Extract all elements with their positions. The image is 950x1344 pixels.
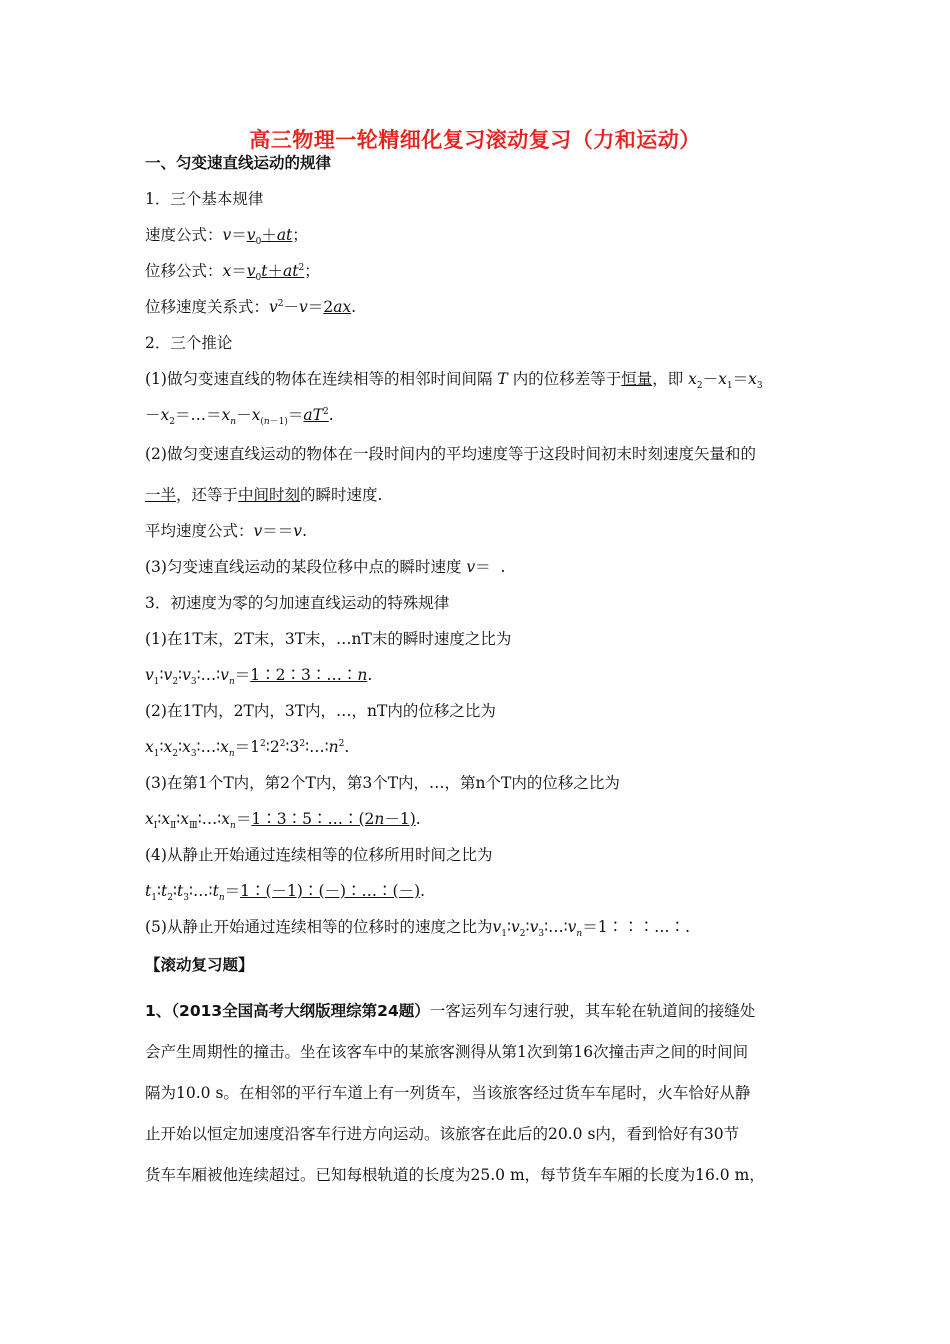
- displacement-formula-label: 位移公式：: [145, 262, 223, 280]
- velocity-formula: 速度公式：$v=v_0+at$；: [145, 226, 308, 248]
- velocity-formula-label: 速度公式：: [145, 226, 223, 244]
- review-heading: 【滚动复习题】: [145, 956, 254, 974]
- subheading-three-rules: 1．三个基本规律: [145, 190, 264, 208]
- vd-relation-label: 位移速度关系式：: [145, 298, 270, 316]
- inference-1-line2: $-x_2=\dots=x_n-x_{(n-1)}=aT^2$.: [145, 406, 334, 428]
- question-1-line3: 隔为10.0 s。在相邻的平行车道上有一列货车，当该旅客经过货车车尾时，火车恰好从静: [145, 1084, 751, 1102]
- rule-1-formula: $v_1∶v_2∶v_3∶\dots∶v_n=1∶2∶3∶\dots∶n$.: [145, 666, 373, 688]
- rule-1-text: (1)在1T末，2T末，3T末，…nT末的瞬时速度之比为: [145, 630, 512, 648]
- rule-3-formula: $x_Ⅰ∶x_Ⅱ∶x_Ⅲ∶\dots∶x_n=1∶3∶5∶\dots∶(2n-1)$.: [145, 810, 421, 832]
- inference-1-line1: (1)做匀变速直线的物体在连续相等的相邻时间间隔 T 内的位移差等于恒量，即 $x_2-x_1=x_3$: [145, 370, 763, 392]
- section-heading: 一、匀变速直线运动的规律: [145, 154, 332, 172]
- question-1-line5: 货车车厢被他连续超过。已知每根轨道的长度为25.0 m，每节货车车厢的长度为16.0 m，: [145, 1166, 765, 1184]
- question-1-label: 1、（2013全国高考大纲版理综第24题）: [145, 1002, 430, 1020]
- rule-3-text: (3)在第1个T内，第2个T内，第3个T内，…，第n个T内的位移之比为: [145, 774, 620, 792]
- inference-2-line2: 一半，还等于中间时刻的瞬时速度.: [145, 486, 383, 504]
- subheading-special-rules: 3．初速度为零的匀加速直线运动的特殊规律: [145, 594, 450, 612]
- question-1-line2: 会产生周期性的撞击。坐在该客车中的某旅客测得从第1次到第16次撞击声之间的时间间: [145, 1043, 749, 1061]
- displacement-formula: 位移公式：$x=v_0t+at^2$；: [145, 262, 320, 284]
- average-velocity-formula: 平均速度公式：v＝＝v.: [145, 522, 307, 540]
- question-1-line1: 1、（2013全国高考大纲版理综第24题）一客运列车匀速行驶，其车轮在轨道间的接缝处: [145, 1002, 756, 1020]
- inference-3: (3)匀变速直线运动的某段位移中点的瞬时速度 v＝ .: [145, 558, 506, 576]
- question-1-line4: 止开始以恒定加速度沿客车行进方向运动。该旅客在此后的20.0 s内，看到恰好有30节: [145, 1125, 740, 1143]
- rule-2-formula: $x_1∶x_2∶x_3∶\dots∶x_n=1^2∶2^2∶3^2∶\dots∶n^2$.: [145, 738, 350, 760]
- rule-4-formula: $t_1∶t_2∶t_3∶\dots∶t_n=1∶(-1)∶(-)∶\dots∶(-)$.: [145, 882, 426, 904]
- rule-2-text: (2)在1T内，2T内，3T内，…，nT内的位移之比为: [145, 702, 496, 720]
- page-title: 高三物理一轮精细化复习滚动复习（力和运动）: [249, 128, 701, 152]
- inference-2-line1: (2)做匀变速直线运动的物体在一段时间内的平均速度等于这段时间初末时刻速度矢量和的: [145, 445, 756, 463]
- subheading-three-inferences: 2．三个推论: [145, 334, 233, 352]
- rule-5: (5)从静止开始通过连续相等的位移时的速度之比为$v_1∶v_2∶v_3∶\dots∶v_n=1∶∶∶\dots∶$.: [145, 918, 690, 940]
- velocity-displacement-relation: 位移速度关系式：$v^2-v=2ax$.: [145, 298, 357, 316]
- rule-4-text: (4)从静止开始通过连续相等的位移所用时间之比为: [145, 846, 493, 864]
